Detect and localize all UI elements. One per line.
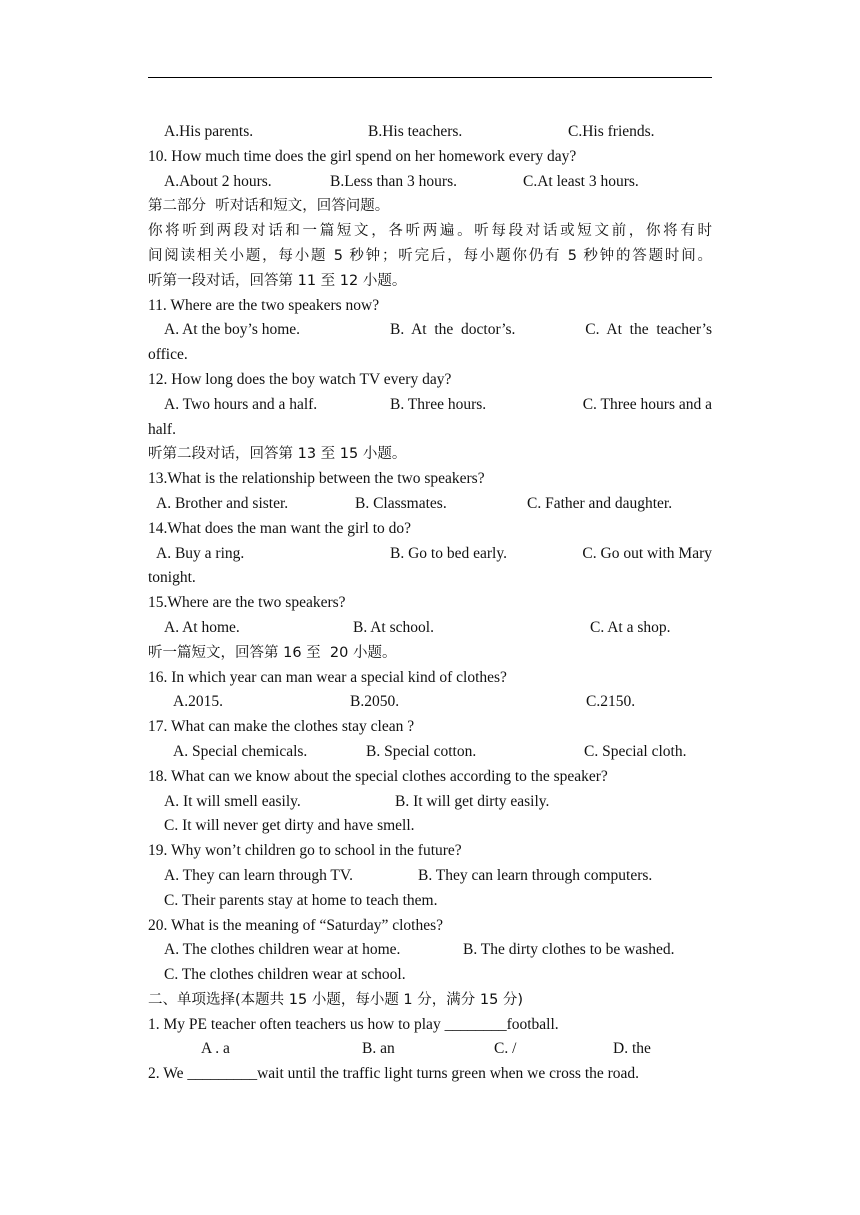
section2-heading: 二、单项选择(本题共 15 小题，每小题 1 分，满分 15 分) [148,991,524,1008]
q10-option-c: C.At least 3 hours. [523,172,639,190]
mc1-options [148,1037,712,1062]
header-rule [148,77,712,78]
q14-option-c: C. Go out with Mary [582,544,712,562]
q15-question: 15.Where are the two speakers? [148,594,346,612]
dialog1-intro: 听第一段对话，回答第 11 至 12 小题。 [148,272,407,289]
q18-option-a: A. It will smell easily. [164,792,301,810]
q19-option-a: A. They can learn through TV. [164,866,353,884]
q13-option-c: C. Father and daughter. [527,494,673,512]
q13-question: 13.What is the relationship between the two speakers? [148,470,485,488]
mc1-question: 1. My PE teacher often teachers us how to play ________football. [148,1015,559,1033]
q11-option-a: A. At the boy’s home. [164,321,301,339]
q17-option-b: B. Special cotton. [366,742,477,760]
part2-heading: 第二部分 听对话和短文，回答问题。 [148,198,390,215]
q14-option-b: B. Go to bed early. [390,544,507,562]
q18-question: 18. What can we know about the special clothes according to the speaker? [148,767,608,785]
q15-option-c: C. At a shop. [590,618,671,636]
q19-options-ab [148,864,712,889]
q12-option-b: B. Three hours. [390,395,487,413]
q17-question: 17. What can make the clothes stay clean ? [148,718,415,736]
q12-option-a: A. Two hours and a half. [164,395,318,413]
q18-options-c [148,814,712,839]
q20-option-a: A. The clothes children wear at home. [164,941,401,959]
q9-option-b: B.His teachers. [368,123,463,140]
q18-option-c: C. It will never get dirty and have smell. [164,817,415,835]
q11-option-c-wrap: office. [148,346,188,364]
q17-option-a: A. Special chemicals. [173,742,308,760]
q12-question: 12. How long does the boy watch TV every day? [148,370,452,388]
q12-options [148,393,712,418]
mc2-question: 2. We _________wait until the traffic light turns green when we cross the road. [148,1065,640,1083]
q11-option-b: B. At the doctor’s. [390,321,516,339]
q11-options [148,318,712,343]
q20-option-b: B. The dirty clothes to be washed. [463,941,675,959]
q13-option-b: B. Classmates. [355,494,447,512]
q14-options [148,542,712,567]
q15-option-a: A. At home. [164,618,240,636]
q13-option-a: A. Brother and sister. [156,494,289,512]
q16-question: 16. In which year can man wear a special kind of clothes? [148,668,507,686]
passage-intro: 听一篇短文，回答第 16 至 20 小题。 [148,644,397,661]
q17-options [148,740,712,765]
q20-option-c: C. The clothes children wear at school. [164,966,406,984]
mc1-option-c: C. / [494,1040,517,1058]
q20-options-ab [148,938,712,963]
q19-option-b: B. They can learn through computers. [418,866,653,884]
q19-question: 19. Why won’t children go to school in the future? [148,842,462,860]
part2-instruction-line-1: 你将听到两段对话和一篇短文，各听两遍。听每段对话或短文前，你将有时 [148,223,712,240]
q16-option-b: B.2050. [350,693,400,711]
q9-option-c: C.His friends. [568,123,655,140]
q10-options [148,170,712,195]
q16-options [148,690,712,715]
q12-option-c: C. Three hours and a [582,395,712,413]
q11-option-c: C. At the teacher’s [585,321,712,339]
mc1-option-d: D. the [613,1040,651,1058]
q20-question: 20. What is the meaning of “Saturday” clothes? [148,916,443,934]
q18-option-b: B. It will get dirty easily. [395,792,550,810]
q14-question: 14.What does the man want the girl to do? [148,519,412,537]
q19-options-c [148,889,712,914]
q10-option-b: B.Less than 3 hours. [330,172,458,190]
mc1-option-a: A . a [201,1040,230,1058]
q9-option-a: A.His parents. [164,123,254,140]
q13-options [148,492,712,517]
q17-option-c: C. Special cloth. [584,742,687,760]
q12-option-c-wrap: half. [148,420,176,438]
q10-question: 10. How much time does the girl spend on her homework every day? [148,147,577,165]
q16-option-c: C.2150. [586,693,636,711]
q9-options [148,120,712,145]
part2-instruction-line-2: 间阅读相关小题，每小题 5 秒钟；听完后，每小题你仍有 5 秒钟的答题时间。 [148,247,712,264]
q19-option-c: C. Their parents stay at home to teach them. [164,891,438,909]
q11-question: 11. Where are the two speakers now? [148,296,380,314]
mc1-option-b: B. an [362,1040,395,1058]
q15-option-b: B. At school. [353,618,434,636]
q15-options [148,616,712,641]
q14-option-c-wrap: tonight. [148,569,196,587]
q14-option-a: A. Buy a ring. [156,544,245,562]
q10-option-a: A.About 2 hours. [164,172,272,190]
q16-option-a: A.2015. [173,693,223,711]
exam-page [148,120,712,1087]
q20-options-c [148,963,712,988]
q18-options-ab [148,790,712,815]
dialog2-intro: 听第二段对话，回答第 13 至 15 小题。 [148,446,407,463]
